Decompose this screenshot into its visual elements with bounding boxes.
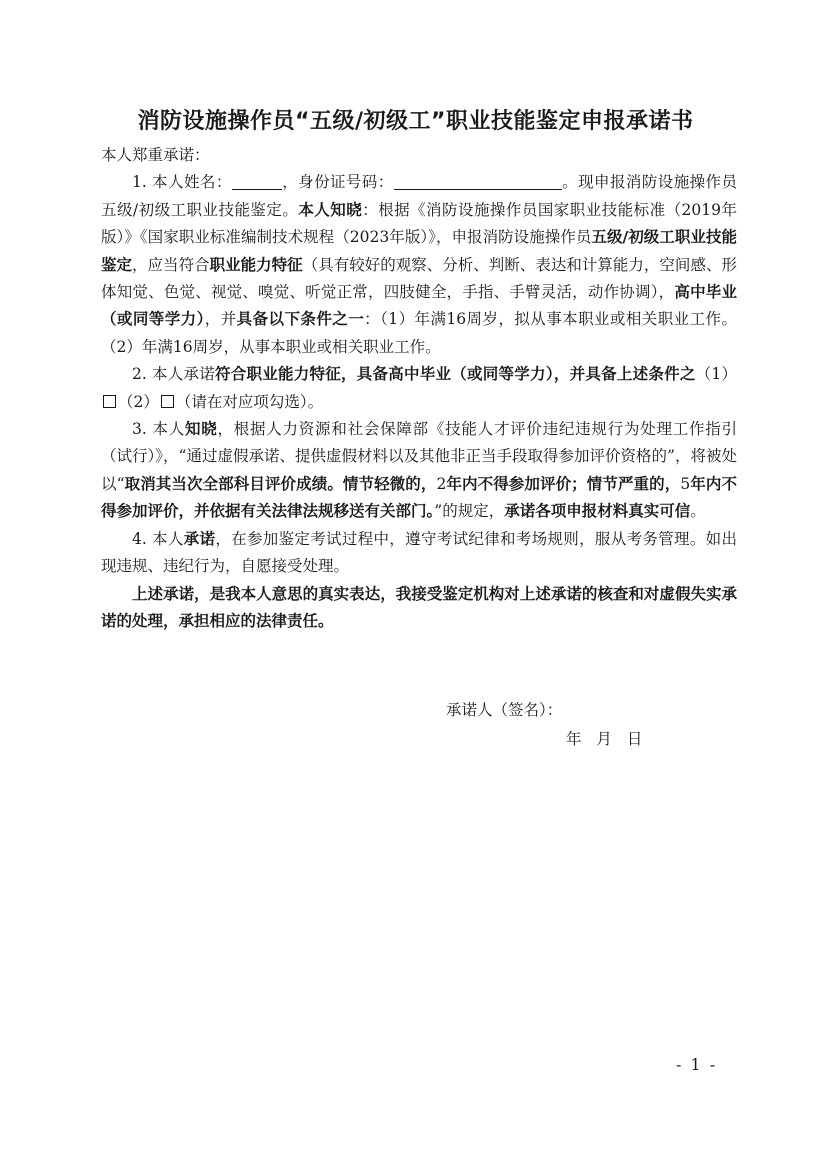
item2-option2: （2） [118,392,159,411]
item3-know: 知晓 [185,420,218,439]
item3-penalty: 取消其当次全部科目评价成绩。情节轻微的， [124,474,437,493]
item3-penalty-5: 年内不得参加评价，并依据有关法律法规移送有关部门。 [101,474,737,521]
item1-conditions-detail: ：（1）年满16周岁，拟从事本职业或相关职业工作。（2）年满16周岁，从事本职业或相关职业工作。 [101,310,737,356]
item2-instruction: （请在对应项勾选）。 [175,392,324,411]
item1-ability: 职业能力特征 [209,255,303,274]
item4-commit: 承诺 [183,529,216,548]
option1-checkbox[interactable] [103,395,116,408]
item1-and: ，并 [204,310,237,329]
item3-end: 。 [690,502,706,521]
item3-rule: ”的规定， [434,502,505,521]
item1-know: 本人知晓 [298,200,363,219]
item3-years-2: 2 [436,474,447,493]
document-title: 消防设施操作员“五级/初级工”职业技能鉴定申报承诺书 [137,109,694,134]
item3-promise: 承诺各项申报材料真实可信 [504,502,691,521]
item3-years-5: 5 [680,474,691,493]
page-number: - 1 - [676,1055,718,1074]
id-number-blank [394,173,562,190]
item1-conditions: 具备以下条件之一 [236,310,365,329]
item1-lead: 1. 本人姓名： [132,173,232,192]
item-2 [101,361,737,416]
name-blank [232,173,282,190]
item4-detail: ，在参加鉴定考试过程中，遵守考试纪律和考场规则，服从考务管理。如出现违规、违纪行为，自愿接受处理。 [101,529,737,576]
item3-penalty-2: 年内不得参加评价；情节严重的， [446,474,681,493]
item1-education: 高中毕业（或同等学力） [101,283,737,329]
intro-line: 本人郑重承诺： [101,146,210,164]
item-1 [101,169,737,361]
item1-ability-detail: （具有较好的观察、分析、判断、表达和计算能力，空间感、形体知觉、色觉、视觉、嗅觉、听觉正常，四肢健全，手指、手臂灵活，动作协调）， [101,255,737,302]
option2-checkbox[interactable] [161,395,174,408]
item1-should: ，应当符合 [132,255,210,274]
closing-statement: 上述承诺，是我本人意思的真实表达，我接受鉴定机构对上述承诺的核查和对虚假失实承诺的处理，承担相应的法律责任。 [101,584,737,630]
document-body [101,142,737,635]
item2-commit: 符合职业能力特征，具备高中毕业（或同等学力），并具备上述条件之 [214,365,696,384]
item1-apply: 。现申报消防设施操作员五级/初级工职业技能鉴定。 [101,173,737,219]
item-3 [101,416,737,526]
item2-option1: （1） [695,365,737,384]
item3-guideline: ，根据人力资源和社会保障部《技能人才评价违纪违规行为处理工作指引（试行）》，“通过虚假承诺、提供虚假材料以及其他非正当手段取得参加评价资格的”，将被处以“ [101,420,737,493]
signature-label: 承诺人（签名）： [446,701,563,719]
item2-lead: 2. 本人承诺 [132,365,215,384]
item3-lead: 3. 本人 [132,420,185,439]
item-4 [101,526,737,581]
date-label: 年 月 日 [566,730,643,748]
item1-level: 五级/初级工职业技能鉴定 [101,228,737,274]
item1-standards: ：根据《消防设施操作员国家职业技能标准（2019年版）》《国家职业标准编制技术规程（2023年版）》，申报消防设施操作员 [101,200,737,247]
item4-lead: 4. 本人 [132,529,184,548]
item1-id-label: ，身份证号码： [281,173,394,192]
